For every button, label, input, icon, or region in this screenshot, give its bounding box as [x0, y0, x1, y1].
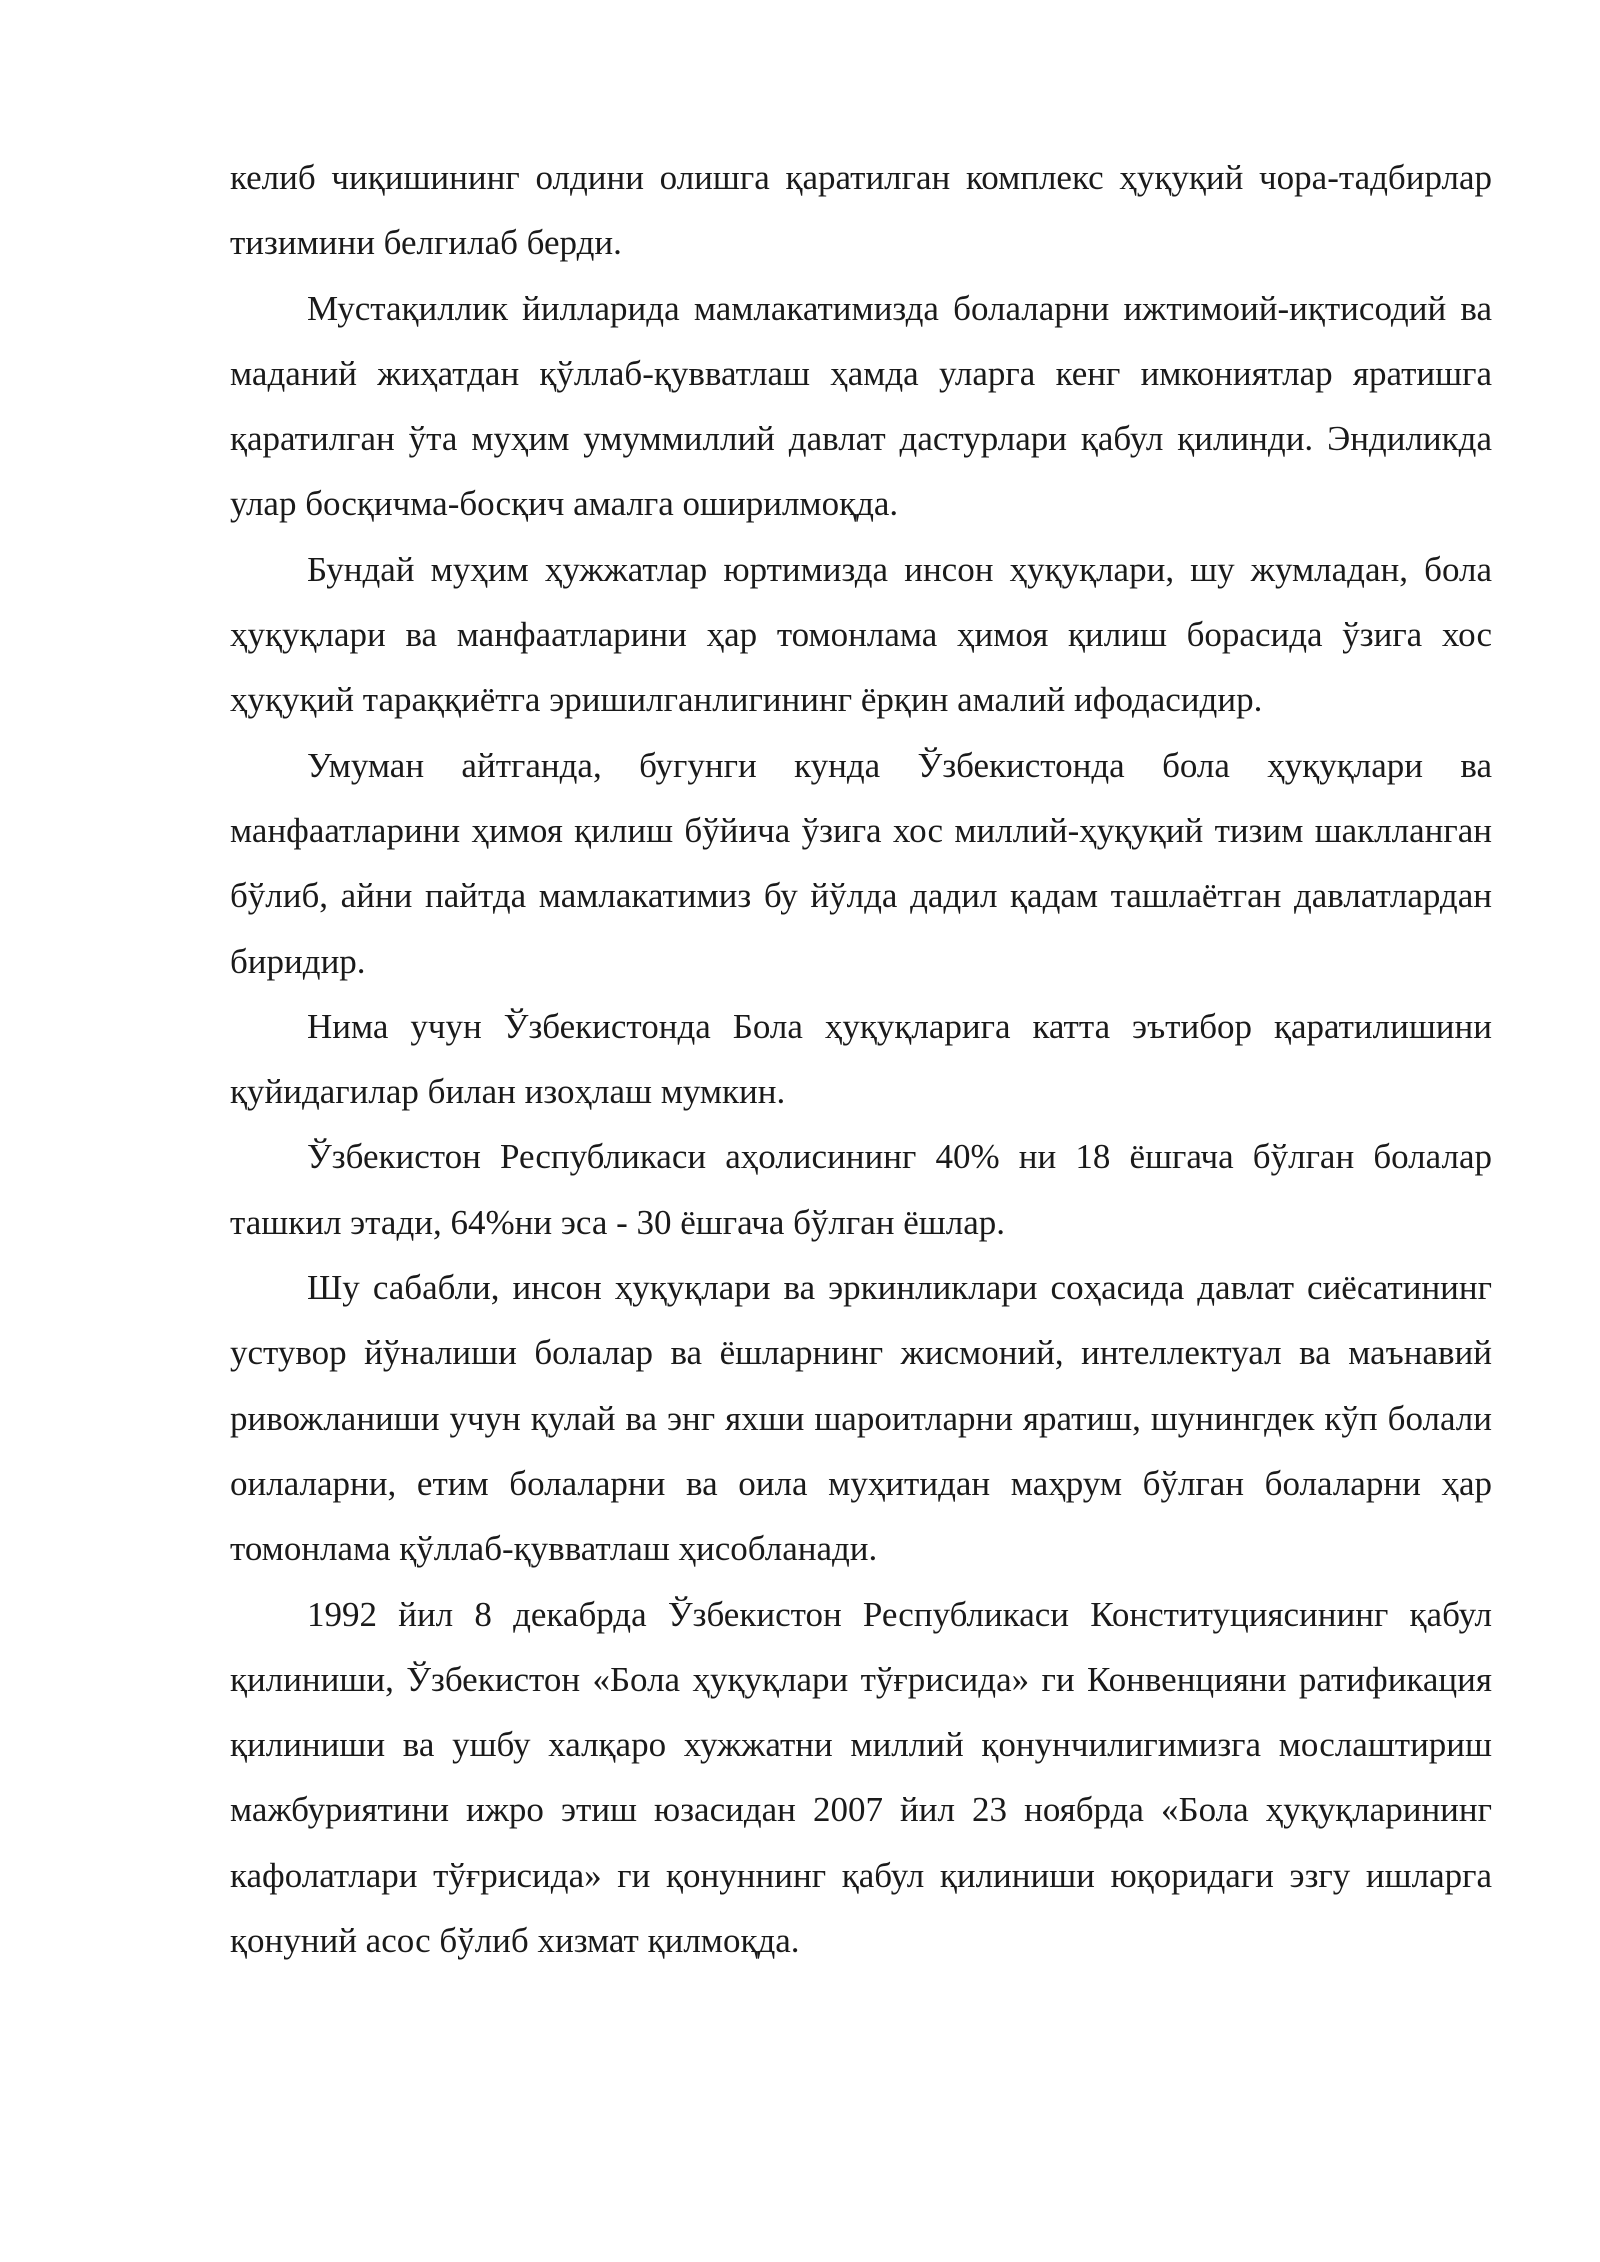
paragraph: Ўзбекистон Республикаси аҳолисининг 40% ни 18 ёшгача бўлган болалар ташкил этади, 64%ни эса - 30 ёшгача бўлган ёшлар. — [230, 1137, 1492, 1242]
document-page — [230, 145, 1492, 1973]
paragraph: 1992 йил 8 декабрда Ўзбекистон Республикаси Конституциясининг қабул қилиниши, Ўзбекистон «Бола ҳуқуқлари тўғрисида» ги Конвенцияни ратификация қилиниши ва ушбу халқаро хужжатни миллий қонунчилигимизга мослаштириш мажбуриятини ижро этиш юзасидан 2007 йил 23 ноябрда «Бола ҳуқуқларининг кафолатлари тўғрисида» ги қонуннинг қабул қилиниши юқоридаги эзгу ишларга қонуний асос бўлиб хизмат қилмоқда. — [230, 1594, 1492, 1961]
paragraph: Шу сабабли, инсон ҳуқуқлари ва эркинликлари соҳасида давлат сиёсатининг устувор йўналиши болалар ва ёшларнинг жисмоний, интеллектуал ва маънавий ривожланиши учун қулай ва энг яхши шароитларни яратиш, шунингдек кўп болали оилаларни, етим болаларни ва оила муҳитидан маҳрум бўлган болаларни ҳар томонлама қўллаб-қувватлаш ҳисобланади. — [230, 1268, 1492, 1569]
paragraph: Мустақиллик йилларида мамлакатимизда болаларни ижтимоий-иқтисодий ва маданий жиҳатдан қўллаб-қувватлаш ҳамда уларга кенг имкониятлар яратишга қаратилган ўта муҳим умуммиллий давлат дастурлари қабул қилинди. Эндиликда улар босқичма-босқич амалга оширилмоқда. — [230, 288, 1492, 524]
paragraph: Бундай муҳим ҳужжатлар юртимизда инсон ҳуқуқлари, шу жумладан, бола ҳуқуқлари ва манфаатларини ҳар томонлама ҳимоя қилиш борасида ўзига хос ҳуқуқий тараққиётга эришилганлигининг ёрқин амалий ифодасидир. — [230, 549, 1492, 720]
paragraph: Умуман айтганда, бугунги кунда Ўзбекистонда бола ҳуқуқлари ва манфаатларини ҳимоя қилиш бўйича ўзига хос миллий-ҳуқуқий тизим шаклланган бўлиб, айни пайтда мамлакатимиз бу йўлда дадил қадам ташлаётган давлатлардан биридир. — [230, 745, 1492, 981]
paragraph-continued: келиб чиқишининг олдини олишга қаратилган комплекс ҳуқуқий чора-тадбирлар тизимини белгилаб берди. — [230, 158, 1492, 263]
paragraph: Нима учун Ўзбекистонда Бола ҳуқуқларига катта эътибор қаратилишини қуйидагилар билан изоҳлаш мумкин. — [230, 1006, 1492, 1112]
